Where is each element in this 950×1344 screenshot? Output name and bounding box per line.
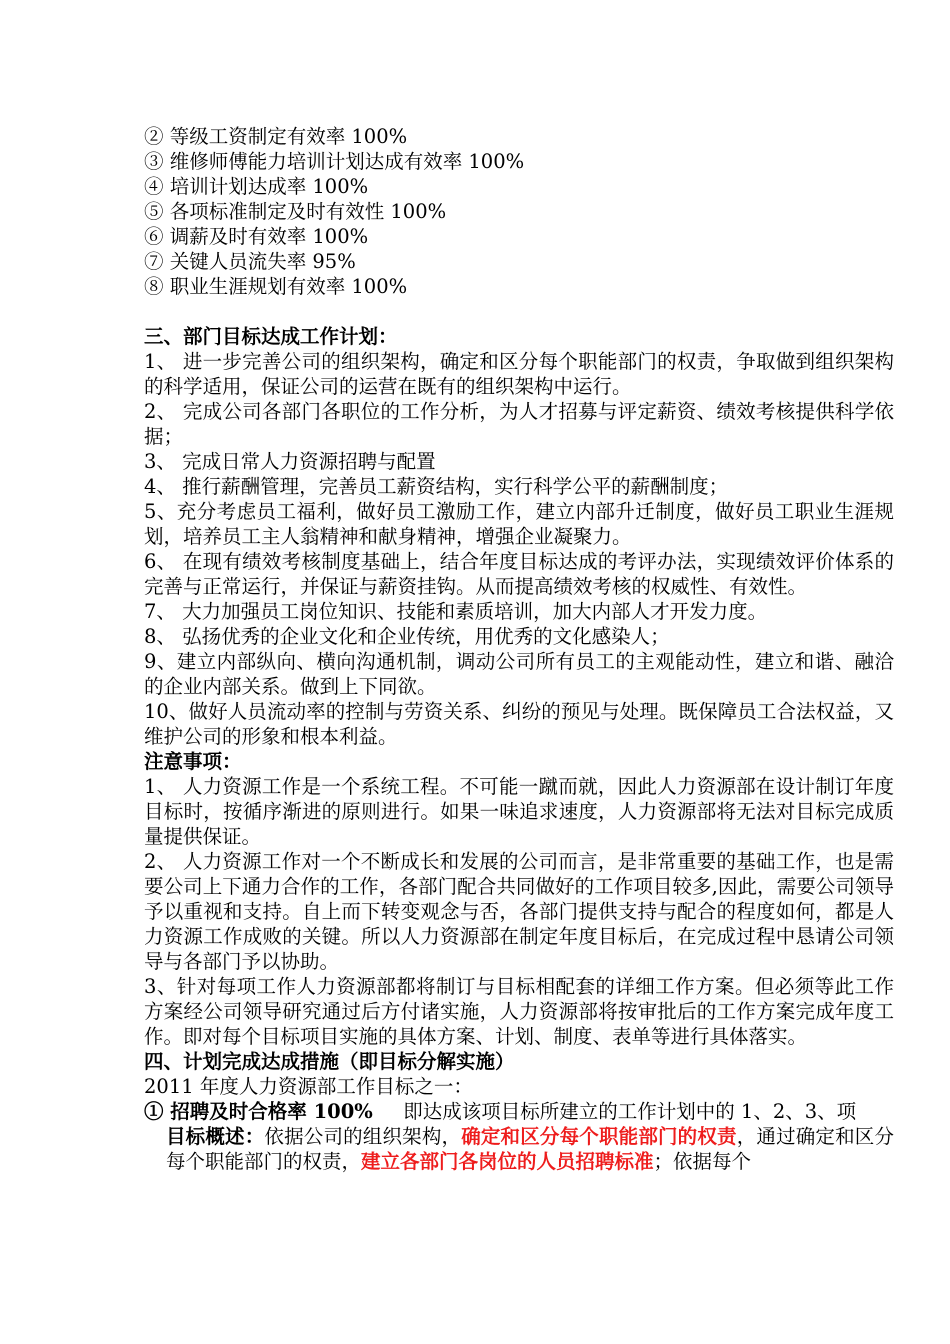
goal-text: 即达成该项目标所建立的工作计划中的 1、2、3、项: [403, 1100, 857, 1123]
overview-highlight: 确定和区分每个职能部门的权责: [461, 1125, 737, 1148]
target-item: ⑦ 关键人员流失率 95%: [144, 250, 356, 273]
plan-item: 9、建立内部纵向、横向沟通机制，调动公司所有员工的主观能动性，建立和谐、融洽的企业内部关系。做到上下同欲。: [144, 650, 894, 698]
note-item: 2、 人力资源工作对一个不断成长和发展的公司而言，是非常重要的基础工作，也是需要公司上下通力合作的工作，各部门配合共同做好的工作项目较多,因此，需要公司领导予以重视和支持。自上而下转变观念与否，各部门提供支持与配合的程度如何，都是人力资源工作成败的关键。所以人力资源部在制定年度目标后，在完成过程中恳请公司领导与各部门予以协助。: [144, 850, 894, 973]
target-item: ⑥ 调薪及时有效率 100%: [144, 225, 369, 248]
plan-item: 6、 在现有绩效考核制度基础上，结合年度目标达成的考评办法，实现绩效评价体系的完善与正常运行，并保证与薪资挂钩。从而提高绩效考核的权威性、有效性。: [144, 550, 894, 598]
overview-text: 依据公司的组织架构，: [264, 1125, 462, 1148]
plan-item: 3、 完成日常人力资源招聘与配置: [144, 450, 436, 473]
target-list: [144, 124, 894, 299]
section-3: [144, 324, 894, 749]
overview-label: 目标概述：: [166, 1125, 265, 1148]
plan-item: 8、 弘扬优秀的企业文化和企业传统，用优秀的文化感染人；: [144, 625, 670, 648]
section-4: [144, 1049, 894, 1174]
section-4-heading: 四、计划完成达成措施（即目标分解实施）: [144, 1050, 515, 1073]
target-item: ⑤ 各项标准制定及时有效性 100%: [144, 200, 447, 223]
plan-item: 4、 推行薪酬管理，完善员工薪资结构，实行科学公平的薪酬制度；: [144, 475, 729, 498]
target-item: ③ 维修师傅能力培训计划达成有效率 100%: [144, 150, 525, 173]
goal-overview: [144, 1124, 894, 1174]
goal-label: ① 招聘及时合格率 100%: [144, 1100, 373, 1123]
plan-item: 1、 进一步完善公司的组织架构，确定和区分每个职能部门的权责，争取做到组织架构的科学适用，保证公司的运营在既有的组织架构中运行。: [144, 350, 894, 398]
document-body: [144, 124, 894, 1174]
overview-text: ；依据每个: [653, 1150, 752, 1173]
goal-line: [144, 1099, 894, 1124]
overview-highlight: 建立各部门各岗位的人员招聘标准: [361, 1150, 654, 1173]
plan-item: 5、充分考虑员工福利，做好员工激励工作，建立内部升迁制度，做好员工职业生涯规划，培养员工主人翁精神和献身精神，增强企业凝聚力。: [144, 500, 894, 548]
note-item: 1、 人力资源工作是一个系统工程。不可能一蹴而就，因此人力资源部在设计制订年度目标时，按循序渐进的原则进行。如果一味追求速度，人力资源部将无法对目标完成质量提供保证。: [144, 775, 894, 848]
section-3-heading: 三、部门目标达成工作计划：: [144, 325, 398, 348]
blank-line: [144, 299, 894, 324]
note-item: 3、针对每项工作人力资源部都将制订与目标相配套的详细工作方案。但必须等此工作方案经公司领导研究通过后方付诸实施，人力资源部将按审批后的工作方案完成年度工作。即对每个目标项目实施的具体方案、计划、制度、表单等进行具体落实。: [144, 975, 894, 1048]
section-4-subheading: 2011 年度人力资源部工作目标之一：: [144, 1075, 473, 1098]
target-item: ② 等级工资制定有效率 100%: [144, 125, 408, 148]
target-item: ⑧ 职业生涯规划有效率 100%: [144, 275, 408, 298]
plan-item: 2、 完成公司各部门各职位的工作分析，为人才招募与评定薪资、绩效考核提供科学依据；: [144, 400, 894, 448]
target-item: ④ 培训计划达成率 100%: [144, 175, 369, 198]
notes-heading: 注意事项：: [144, 750, 242, 773]
plan-item: 7、 大力加强员工岗位知识、技能和素质培训，加大内部人才开发力度。: [144, 600, 768, 623]
notes-section: [144, 749, 894, 1049]
overview-text: ，通过确定和区分每个职能部门的权责，: [166, 1125, 894, 1173]
plan-item: 10、做好人员流动率的控制与劳资关系、纠纷的预见与处理。既保障员工合法权益，又维护公司的形象和根本利益。: [144, 700, 894, 748]
